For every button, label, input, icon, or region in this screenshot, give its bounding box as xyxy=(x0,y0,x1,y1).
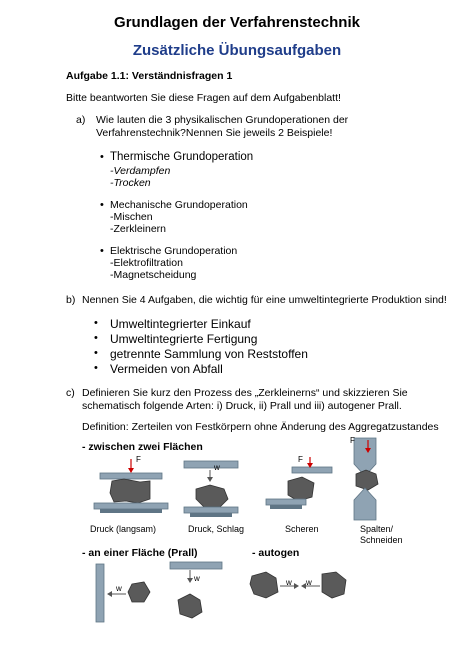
figure-pressure-slow xyxy=(86,455,176,525)
question-b-marker: b) xyxy=(66,294,76,306)
question-a-marker: a) xyxy=(76,114,86,126)
group-electrical-title: Elektrische Grundoperation xyxy=(110,245,238,257)
bullet-icon: • xyxy=(100,199,104,211)
bullet-icon: • xyxy=(100,151,104,163)
section-autogenous: - autogen xyxy=(252,547,300,559)
group-thermal-item: -Trocken xyxy=(110,177,151,189)
caption-cutting: Schneiden xyxy=(360,535,403,545)
bullet-icon: • xyxy=(100,245,104,257)
bullet-icon: • xyxy=(94,332,98,344)
question-b-item: getrennte Sammlung von Reststoffen xyxy=(110,347,308,361)
velocity-label: w xyxy=(116,584,122,593)
force-label: F xyxy=(136,455,141,464)
question-b-item: Vermeiden von Abfall xyxy=(110,362,223,376)
group-electrical-item: -Elektrofiltration xyxy=(110,257,183,269)
caption-splitting: Spalten/ xyxy=(360,524,394,534)
question-c-line2: schematisch folgende Arten: i) Druck, ii) Prall und iii) autogener Prall. xyxy=(82,400,402,412)
bullet-icon: • xyxy=(94,362,98,374)
group-mechanical-item: -Mischen xyxy=(110,211,153,223)
question-c-marker: c) xyxy=(66,387,75,399)
section-two-surfaces: - zwischen zwei Flächen xyxy=(82,441,203,453)
figure-shearing xyxy=(262,455,338,525)
caption-pressure-slow: Druck (langsam) xyxy=(90,524,157,534)
page-title: Grundlagen der Verfahrenstechnik xyxy=(114,14,360,31)
page-subtitle: Zusätzliche Übungsaufgaben xyxy=(132,42,342,59)
section-impact-surface: - an einer Fläche (Prall) xyxy=(82,547,198,559)
force-label: F xyxy=(298,455,303,464)
question-a-line2: Verfahrenstechnik?Nennen Sie jeweils 2 Beispiele! xyxy=(96,127,333,139)
question-b-item: Umweltintegrierter Einkauf xyxy=(110,317,251,331)
question-b-text: Nennen Sie 4 Aufgaben, die wichtig für eine umweltintegrierte Produktion sind! xyxy=(82,294,447,306)
group-thermal-item: -Verdampfen xyxy=(110,165,171,177)
velocity-label: w xyxy=(286,578,292,587)
group-thermal-title: Thermische Grundoperation xyxy=(110,151,254,163)
question-c-line1: Definieren Sie kurz den Prozess des „Zerkleinerns“ und skizzieren Sie xyxy=(82,387,408,399)
question-c-definition: Definition: Zerteilen von Festkörpern ohne Änderung des Aggregatzustandes xyxy=(82,421,439,433)
figure-autogenous xyxy=(248,566,358,610)
bullet-icon: • xyxy=(94,317,98,329)
velocity-label: w xyxy=(306,578,312,587)
caption-shearing: Scheren xyxy=(285,524,319,534)
velocity-label: w xyxy=(194,574,200,583)
question-a-line1: Wie lauten die 3 physikalischen Grundoperationen der xyxy=(96,114,349,126)
caption-pressure-impact: Druck, Schlag xyxy=(188,524,245,534)
figure-splitting xyxy=(346,436,386,522)
group-mechanical-title: Mechanische Grundoperation xyxy=(110,199,248,211)
force-label: F xyxy=(350,436,355,445)
velocity-label: w xyxy=(214,463,220,472)
figure-plate-impact xyxy=(166,560,230,624)
group-electrical-item: -Magnetscheidung xyxy=(110,269,197,281)
task-intro: Bitte beantworten Sie diese Fragen auf dem Aufgabenblatt! xyxy=(66,92,341,104)
group-mechanical-item: -Zerkleinern xyxy=(110,223,167,235)
bullet-icon: • xyxy=(94,347,98,359)
task-heading: Aufgabe 1.1: Verständnisfragen 1 xyxy=(66,70,233,82)
figure-pressure-impact xyxy=(176,455,246,525)
figure-wall-impact xyxy=(92,562,156,626)
question-b-item: Umweltintegrierte Fertigung xyxy=(110,332,258,346)
